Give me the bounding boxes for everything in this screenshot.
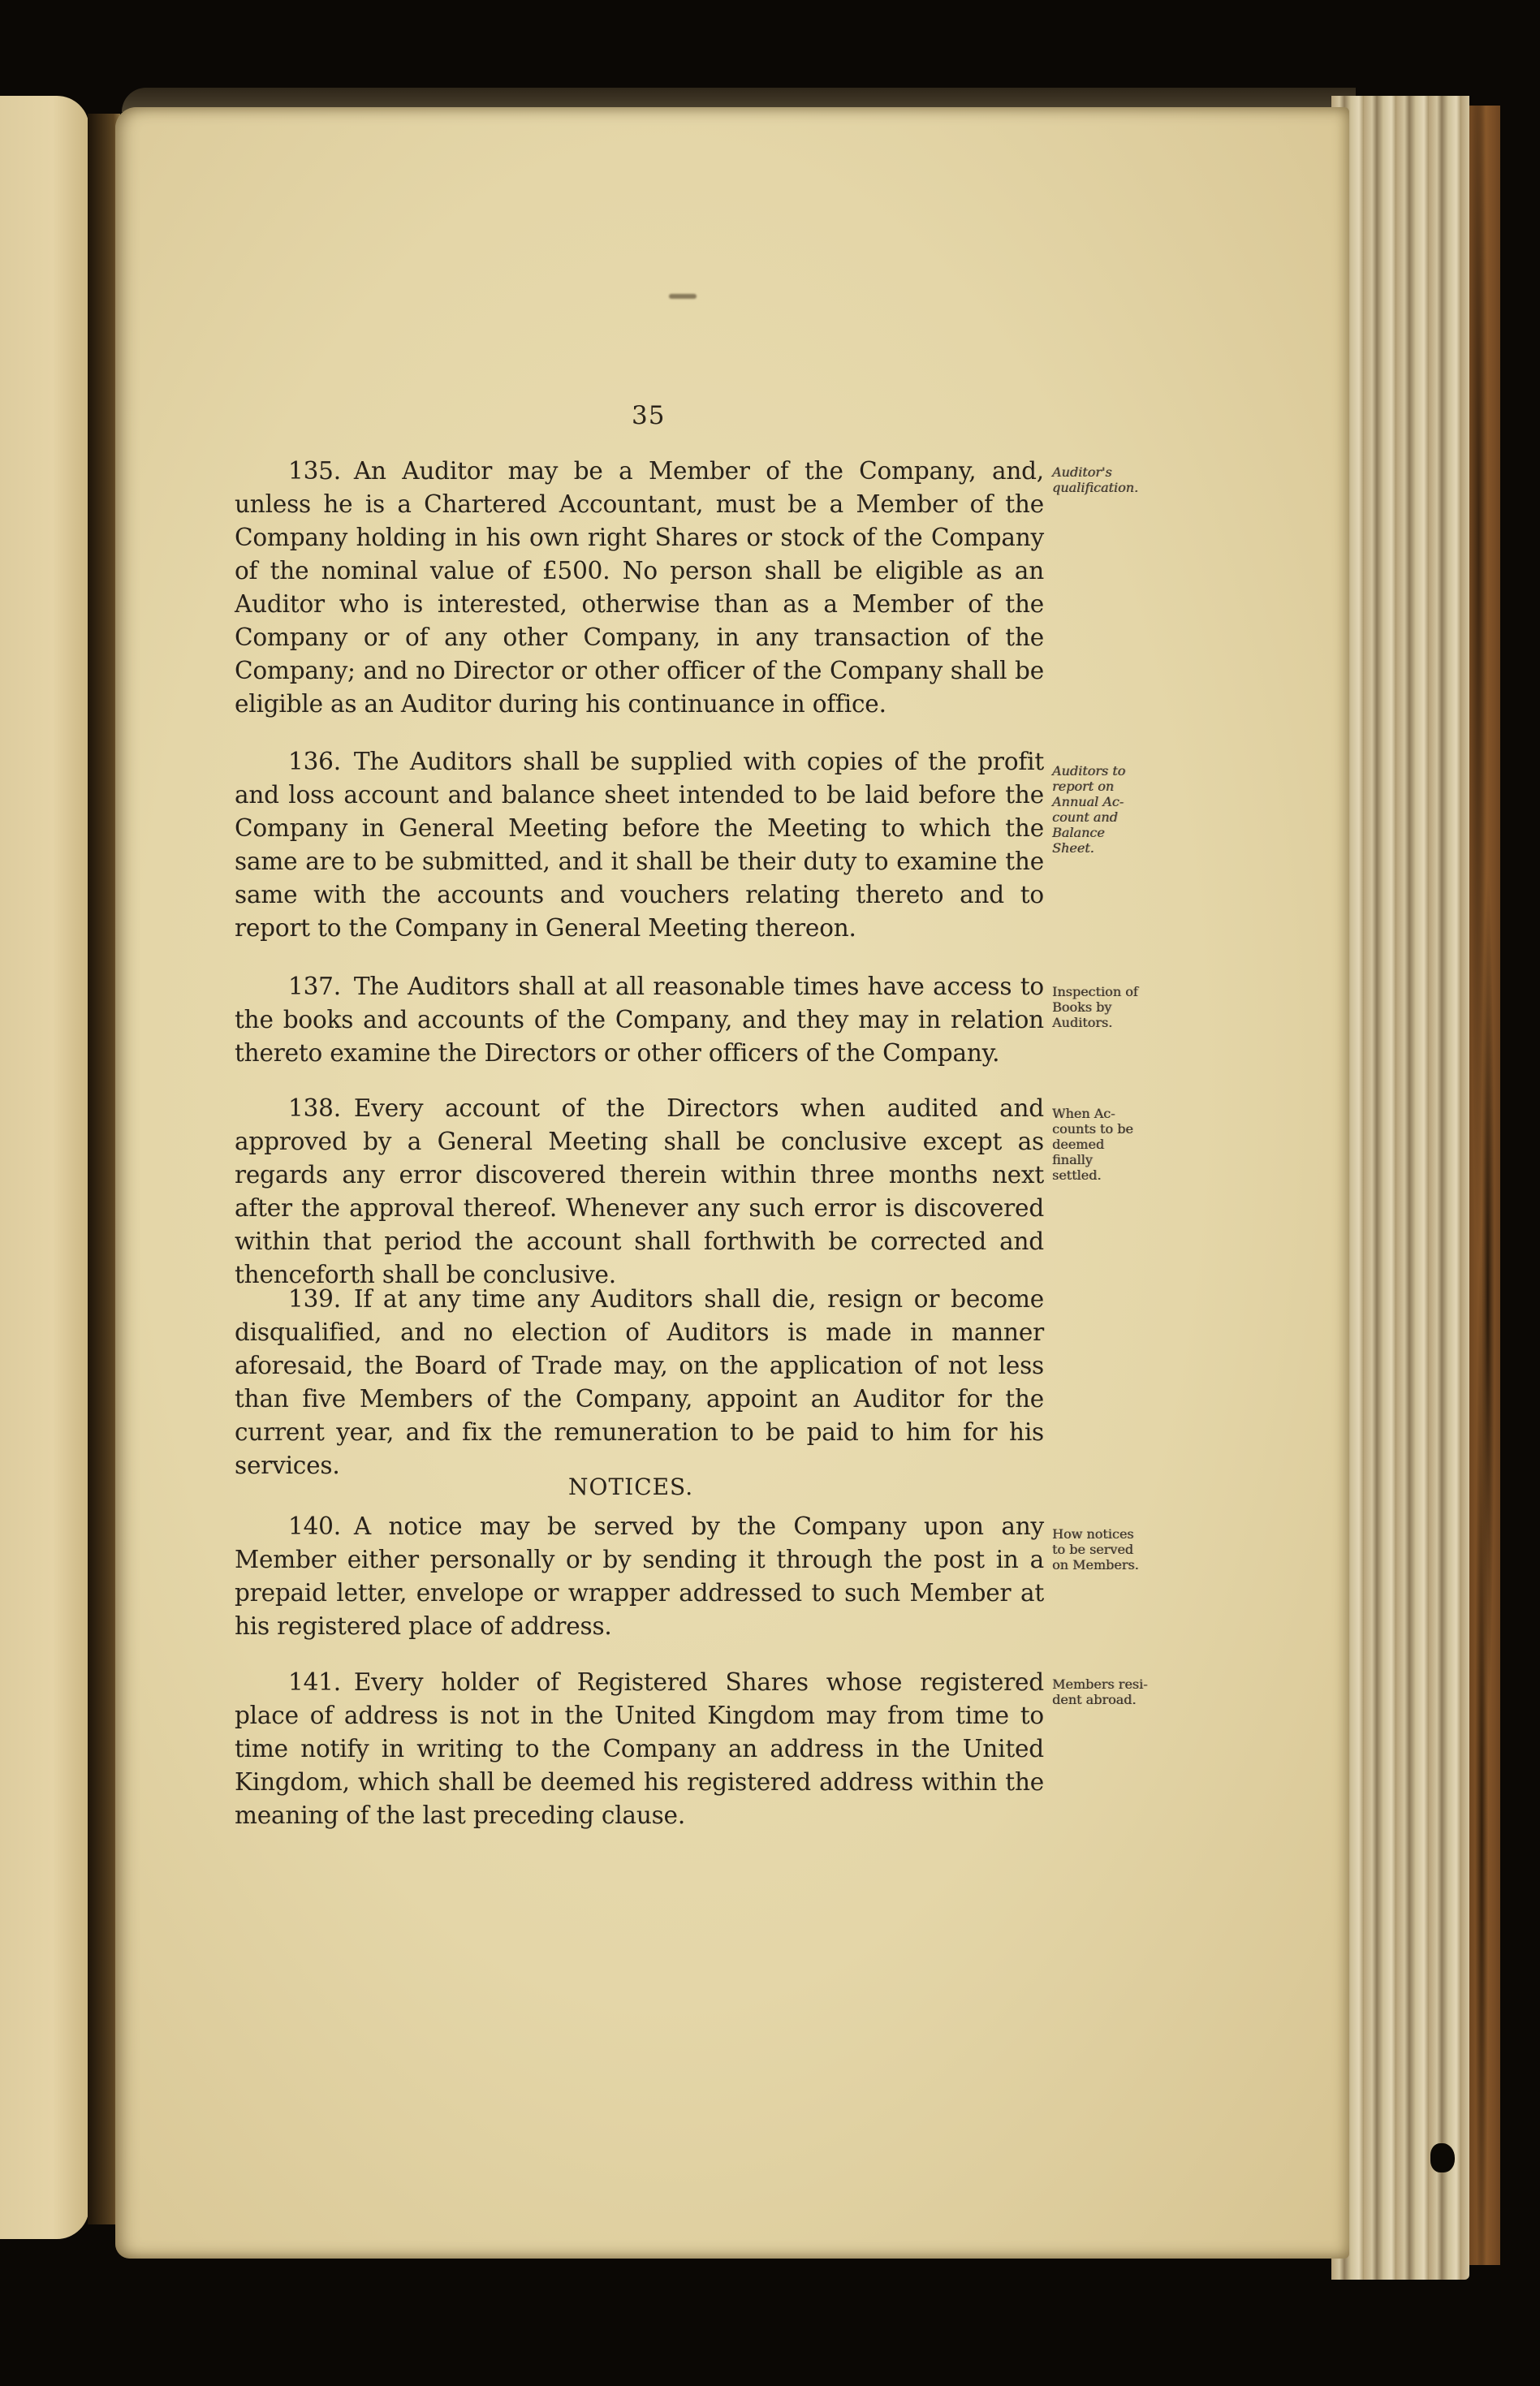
clause-138 (235, 1092, 1044, 1292)
margin-note-line: Auditors to (1052, 763, 1126, 779)
left-facing-page (0, 96, 89, 2239)
page-number: 35 (632, 401, 666, 430)
clause-140 (235, 1510, 1044, 1643)
clause-136-text (235, 745, 1044, 945)
clause-line: his continuance in office. (585, 690, 886, 718)
clause-line: by a General Meeting shall be conclusive except as regards any error (235, 1128, 1044, 1189)
clause-number: 135. (288, 457, 341, 485)
margin-note-line: Members resi- (1052, 1676, 1148, 1692)
clause-line: preceding clause. (472, 1801, 685, 1829)
margin-note-accounts-settled (1052, 1106, 1174, 1183)
clause-line: holding in his own right Shares or stock of the Company of the (235, 524, 1044, 585)
clause-number: 138. (288, 1094, 341, 1122)
clause-line: discovered therein within three months next after the approval thereof. (235, 1161, 1044, 1222)
margin-note-line: Sheet. (1052, 840, 1094, 856)
clause-140-text (235, 1510, 1044, 1643)
clause-number: 139. (288, 1285, 341, 1313)
clause-line: Every account of the Directors when audited and approved (235, 1094, 1044, 1155)
clause-135-text (235, 455, 1044, 721)
clause-139 (235, 1283, 1044, 1482)
clause-number: 141. (288, 1668, 341, 1696)
margin-note-inspection-of-books (1052, 984, 1174, 1030)
clause-line: disqualified, and no election of Auditors is made in manner aforesaid, (235, 1318, 1044, 1379)
clause-137-text (235, 970, 1044, 1070)
margin-note-line: dent abroad. (1052, 1692, 1137, 1707)
clause-line: is interested, otherwise than as a Member of the Company or of any (235, 590, 1045, 651)
clause-line: loss account and balance sheet intended to be laid before the Company (235, 781, 1044, 842)
clause-number: 136. (288, 748, 341, 775)
section-heading-notices: NOTICES. (568, 1473, 694, 1500)
clause-line: shall forthwith be corrected and thenceforth shall be conclusive. (235, 1228, 1044, 1288)
clause-line: either personally or by sending it through the post in a prepaid letter, (235, 1546, 1044, 1607)
page-stack-fore-edge (1331, 96, 1469, 2280)
clause-line: and fix the remuneration to be paid to him for his services. (235, 1418, 1044, 1479)
clause-line: examine the Directors or other officers of the Company. (330, 1039, 1000, 1067)
clause-line: in General Meeting thereon. (515, 914, 856, 942)
marbled-cover-board (1469, 106, 1500, 2265)
clause-line: If at any time any Auditors shall die, resign or become (353, 1285, 1044, 1313)
margin-note-line: report on (1052, 779, 1115, 794)
clause-line: nominal value of £500. No person shall be eligible as an Auditor who (235, 557, 1044, 618)
clause-line: The Auditors shall be supplied with copies of the profit and (235, 748, 1044, 809)
clause-line: of address. (480, 1612, 612, 1640)
margin-note-how-notices-served (1052, 1526, 1174, 1573)
clause-line: accounts and vouchers relating thereto and to report to the Company (235, 881, 1044, 942)
clause-135 (235, 455, 1044, 721)
margin-note-line: counts to be (1052, 1121, 1133, 1137)
clause-141 (235, 1666, 1044, 1832)
clause-number: 137. (288, 973, 341, 1000)
clause-141-text (235, 1666, 1044, 1832)
margin-note-line: count and (1052, 809, 1118, 825)
print-smudge (669, 294, 697, 299)
clause-line: or other officer of the Company shall be eligible as an Auditor during (235, 657, 1044, 718)
margin-note-line: How notices (1052, 1526, 1134, 1542)
margin-note-line: When Ac- (1052, 1106, 1115, 1121)
margin-note-line: deemed (1052, 1137, 1105, 1152)
margin-note-line: Annual Ac- (1052, 794, 1124, 809)
clause-line: envelope or wrapper addressed to such Member at his registered place (235, 1579, 1045, 1640)
clause-line: submitted, and it shall be their duty to examine the same with the (235, 848, 1044, 908)
margin-note-line: Auditors. (1052, 1015, 1113, 1030)
clause-line: An Auditor may be a Member of the Company, and, unless (235, 457, 1044, 518)
margin-note-members-abroad (1052, 1676, 1174, 1707)
margin-note-auditors-report (1052, 763, 1174, 856)
clause-139-text (235, 1283, 1044, 1482)
clause-line: Members of the Company, appoint an Auditor for the current year, (235, 1385, 1044, 1446)
ink-stain (1430, 2143, 1455, 2172)
clause-line: A notice may be served by the Company upon any Member (235, 1512, 1044, 1573)
margin-note-line: Inspection of (1052, 984, 1138, 999)
clause-138-text (235, 1092, 1044, 1292)
clause-line: The Auditors shall at all reasonable times have access to the (235, 973, 1044, 1033)
clause-line: in General Meeting before the Meeting to which the same are to be (235, 814, 1044, 875)
clause-line: Every holder of Registered Shares whose registered place (235, 1668, 1044, 1729)
margin-note-line: settled. (1052, 1167, 1102, 1183)
margin-note-line: on Members. (1052, 1557, 1139, 1573)
clause-line: books and accounts of the Company, and they may in relation thereto (235, 1006, 1044, 1067)
clause-line: of address is not in the United Kingdom may from time to time notify (235, 1702, 1044, 1763)
margin-note-line: qualification. (1052, 480, 1139, 495)
clause-line: the Board of Trade may, on the application of not less than five (235, 1352, 1044, 1413)
clause-line: other Company, in any transaction of the Company; and no Director (235, 623, 1044, 684)
margin-note-line: Books by (1052, 999, 1112, 1015)
margin-note-line: Balance (1052, 825, 1105, 840)
margin-note-line: Auditor's (1052, 464, 1112, 480)
margin-note-line: finally (1052, 1152, 1093, 1167)
clause-line: in writing to the Company an address in the United Kingdom, which (235, 1735, 1044, 1796)
clause-line: shall be deemed his registered address within the meaning of the last (235, 1768, 1044, 1829)
margin-note-auditors-qualification (1052, 464, 1174, 495)
margin-note-line: to be served (1052, 1542, 1134, 1557)
clause-line: he is a Chartered Accountant, must be a Member of the Company (235, 490, 1044, 551)
clause-line: Whenever any such error is discovered within that period the account (235, 1194, 1045, 1255)
clause-136 (235, 745, 1044, 945)
clause-number: 140. (288, 1512, 341, 1540)
clause-137 (235, 970, 1044, 1070)
